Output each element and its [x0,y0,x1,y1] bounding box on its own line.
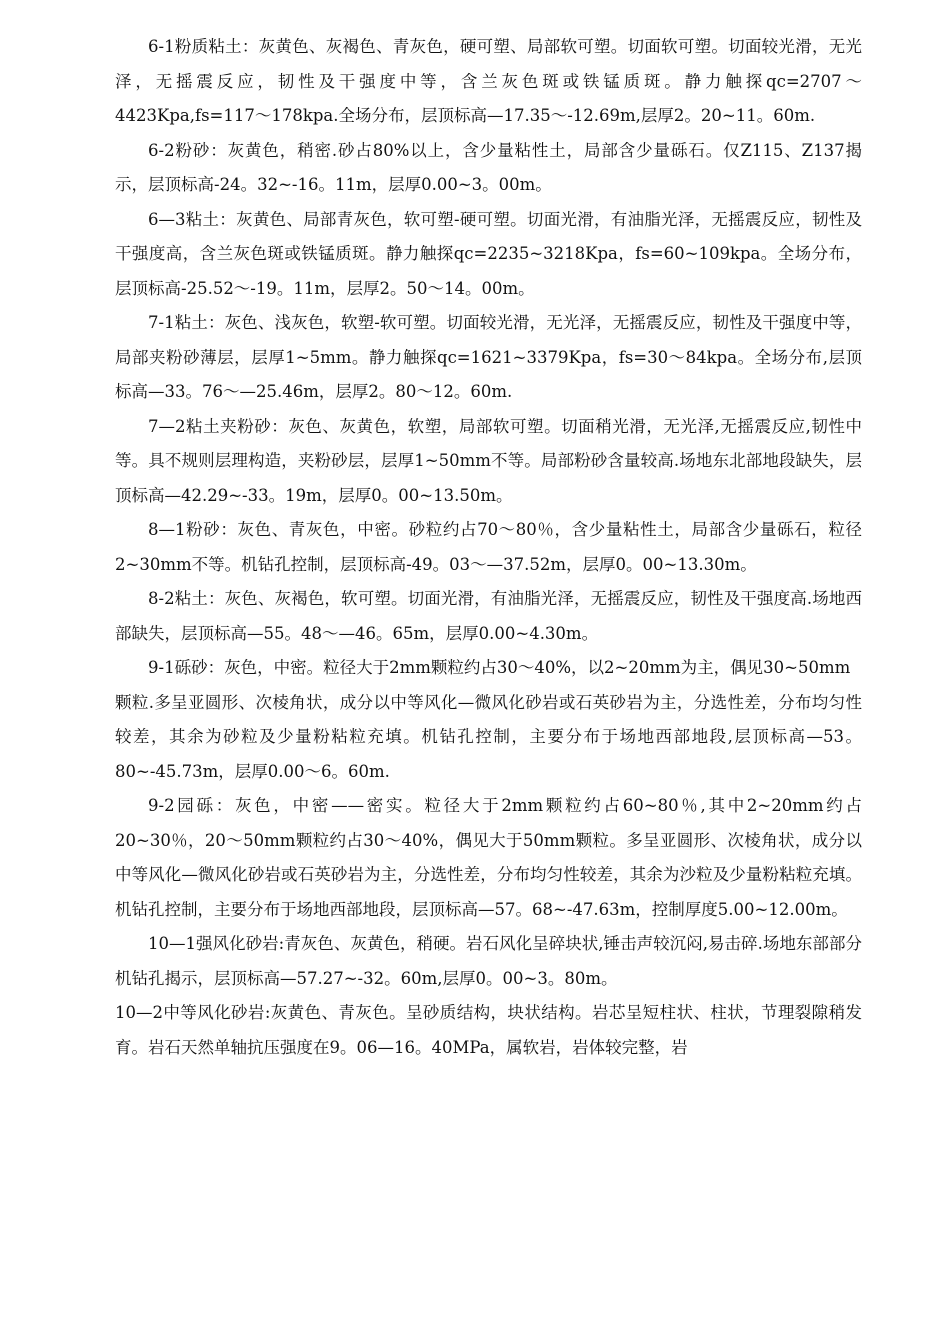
paragraph-9-1-continued: 颗粒.多呈亚圆形、次棱角状，成分以中等风化—微风化砂岩或石英砂岩为主，分选性差，分布均匀性较差，其余为砂粒及少量粉粘粒充填。机钻孔控制，主要分布于场地西部地段,层顶标高—53。80~-45.73m，层厚0.00～6。60m. [115,692,862,781]
paragraph-6-3: 6—3粘土：灰黄色、局部青灰色，软可塑-硬可塑。切面光滑，有油脂光泽，无摇震反应，韧性及干强度高，含兰灰色斑或铁锰质斑。静力触探qc=2235~3218Kpa，fs=60~109kpa。全场分布，层顶标高-25.52～-19。11m，层厚2。50～14。00m。 [115,209,862,298]
paragraph-9-1: 9-1砾砂：灰色，中密。粒径大于2mm颗粒约占30～40%，以2~20mm为主，偶见30~50mm [148,658,851,677]
paragraph-9-2: 9-2园砾：灰色，中密——密实。粒径大于2mm颗粒约占60~80％,其中2~20mm约占20~30％，20～50mm颗粒约占30～40%，偶见大于50mm颗粒。多呈亚圆形、次棱角状，成分以中等风化—微风化砂岩或石英砂岩为主，分选性差，分布均匀性较差，其余为沙粒及少量粉粘粒充填。机钻孔控制，主要分布于场地西部地段，层顶标高—57。68~-47.63m，控制厚度5.00~12.00m。 [115,796,862,919]
paragraph-8-2: 8-2粘土：灰色、灰褐色，软可塑。切面光滑，有油脂光泽，无摇震反应，韧性及干强度高.场地西部缺失，层顶标高—55。48～—46。65m，层厚0.00~4.30m。 [115,589,862,643]
paragraph-7-2: 7—2粘土夹粉砂：灰色、灰黄色，软塑，局部软可塑。切面稍光滑，无光泽,无摇震反应,韧性中等。具不规则层理构造，夹粉砂层，层厚1~50mm不等。局部粉砂含量较高.场地东北部地段缺失，层顶标高—42.29~-33。19m，层厚0。00~13.50m。 [115,416,862,505]
paragraph-6-1: 6-1粉质粘土：灰黄色、灰褐色、青灰色，硬可塑、局部软可塑。切面软可塑。切面较光滑，无光泽，无摇震反应，韧性及干强度中等，含兰灰色斑或铁锰质斑。静力触探qc=2707～4423Kpa,fs=117～178kpa.全场分布，层顶标高—17.35～-12.69m,层厚2。20~11。60m. [115,37,862,125]
paragraph-10-1: 10—1强风化砂岩:青灰色、灰黄色，稍硬。岩石风化呈碎块状,锤击声较沉闷,易击碎.场地东部部分机钻孔揭示，层顶标高—57.27~-32。60m,层厚0。00~3。80m。 [115,934,862,988]
paragraph-10-2: 10—2中等风化砂岩:灰黄色、青灰色。呈砂质结构，块状结构。岩芯呈短柱状、柱状，节理裂隙稍发育。岩石天然单轴抗压强度在9。06—16。40MPa，属软岩，岩体较完整，岩 [115,1003,862,1057]
document-page [115,30,862,1065]
paragraph-7-1: 7-1粘土：灰色、浅灰色，软塑-软可塑。切面较光滑，无光泽，无摇震反应，韧性及干强度中等，局部夹粉砂薄层，层厚1~5mm。静力触探qc=1621~3379Kpa，fs=30～84kpa。全场分布,层顶标高—33。76～—25.46m，层厚2。80～12。60m. [115,313,862,401]
paragraph-8-1: 8—1粉砂：灰色、青灰色，中密。砂粒约占70～80％，含少量粘性土，局部含少量砾石，粒径2~30mm不等。机钻孔控制，层顶标高-49。03～—37.52m，层厚0。00~13.30m。 [115,520,862,574]
paragraph-6-2: 6-2粉砂：灰黄色，稍密.砂占80%以上，含少量粘性土，局部含少量砾石。仅Z115、Z137揭示，层顶标高-24。32~-16。11m，层厚0.00~3。00m。 [115,140,862,194]
